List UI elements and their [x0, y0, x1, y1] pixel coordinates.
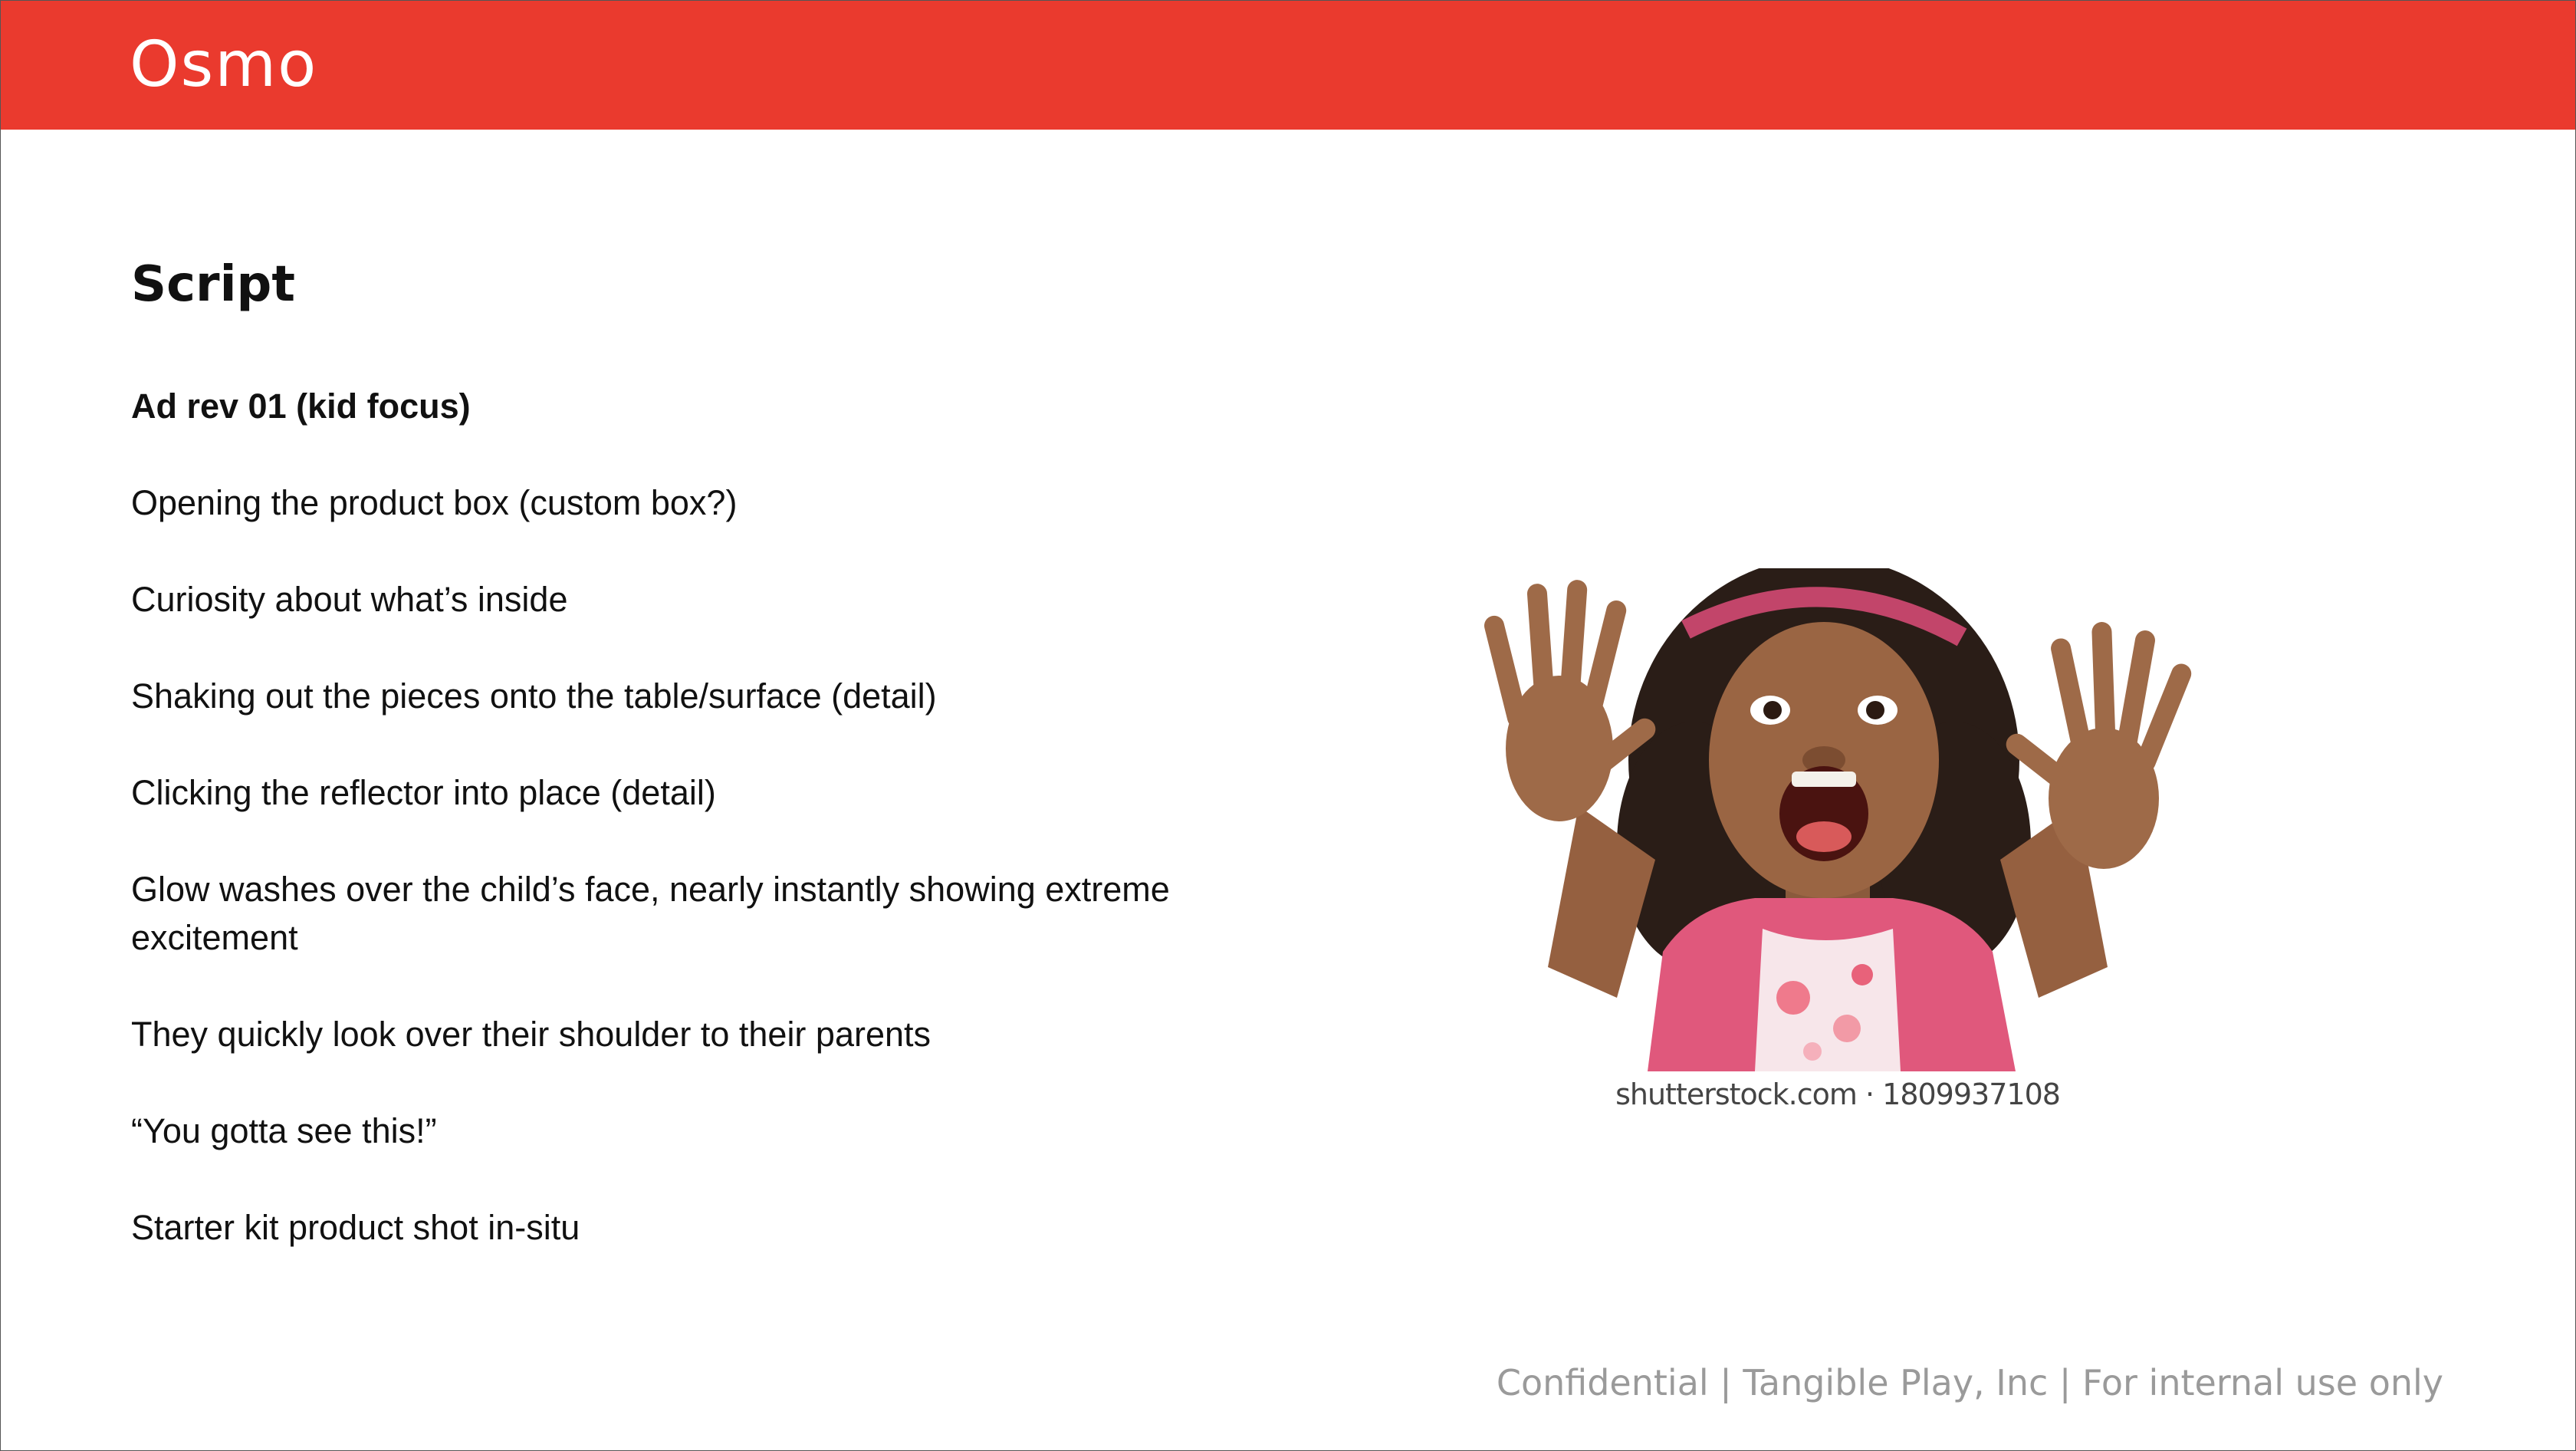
- script-line: Starter kit product shot in-situ: [131, 1208, 580, 1247]
- confidential-footer: Confidential | Tangible Play, Inc | For internal use only: [1496, 1362, 2443, 1403]
- image-caption: shutterstock.com · 1809937108: [1615, 1078, 2060, 1111]
- script-line: They quickly look over their shoulder to their parents: [131, 1015, 932, 1054]
- script-line: Opening the product box (custom box?): [131, 483, 738, 522]
- page-title: Script: [131, 256, 295, 313]
- script-line: Shaking out the pieces onto the table/surface (detail): [131, 676, 937, 716]
- script-heading: Ad rev 01 (kid focus): [131, 387, 471, 426]
- script-line: Curiosity about what’s inside: [131, 580, 568, 619]
- excited-child-photo: [1464, 568, 2212, 1071]
- osmo-logo: Osmo: [130, 28, 318, 101]
- script-list: [131, 382, 1281, 1300]
- script-line: “You gotta see this!”: [131, 1111, 437, 1150]
- script-line: Clicking the reflector into place (detail): [131, 773, 716, 812]
- header-bar: [1, 1, 2575, 130]
- script-line: Glow washes over the child’s face, nearly instantly showing extreme excitement: [131, 870, 1170, 957]
